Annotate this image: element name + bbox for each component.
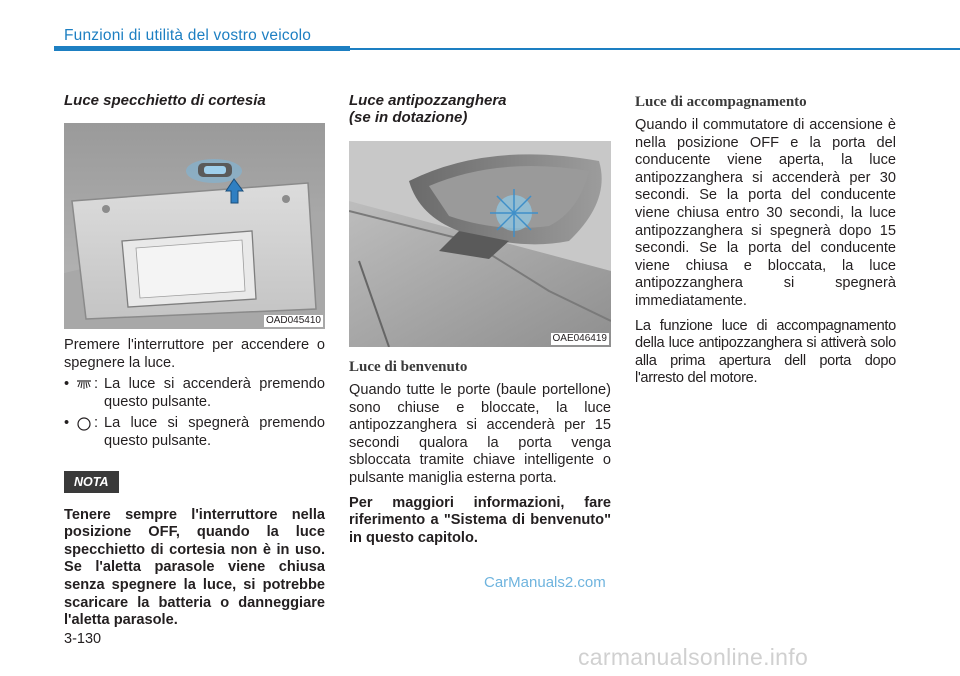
vanity-light-on-icon (74, 376, 94, 394)
header-rule (350, 48, 960, 50)
note-text: Tenere sempre l'interruttore nella posizione OFF, quando la luce specchietto di cortesia non è in uso. Se l'aletta parasole viene chiusa senza spegnere la luce, si potrebbe scaricare la batteria o danneggiare l'aletta parasole. (64, 506, 325, 629)
subheading-escort-light: Luce di accompagnamento (635, 94, 807, 110)
paragraph-welcome: Quando tutte le porte (baule portellone) sono chiuse e bloccate, la luce antipozzanghera si accenderà per 15 secondi qualora la porta venga sbloccata tramite chiave intelligente o pulsante maniglia esterna porta. (349, 382, 611, 486)
paragraph-escort: Quando il commutatore di accensione è nella posizione OFF e la porta del conducente viene aperta, la luce antipozzanghera si accenderà per 30 secondi. Se la porta del conducente viene chiusa entro 30 secondi, la luce antipozzanghera si spegnerà dopo 15 secondi. Se la porta del conducente viene chiusa e bloccata, la luce antipozzanghera si spegnerà immediatamente. (635, 117, 896, 309)
figure-side-mirror (349, 141, 611, 347)
paragraph-intro: Premere l'interruttore per accendere o spegnere la luce. (64, 337, 325, 371)
paragraph-reference: Per maggiori informazioni, fare riferimento a "Sistema di benvenuto" in questo capitolo. (349, 494, 611, 546)
watermark: CarManuals2.com (484, 574, 606, 591)
heading-vanity-light: Luce specchietto di cortesia (64, 92, 266, 109)
list-item: • : La luce si accenderà premendo questo pulsante. (64, 376, 325, 410)
column-vanity-light (64, 92, 325, 630)
bullet-text: La luce si accenderà premendo questo pulsante. (104, 376, 325, 410)
vanity-light-off-icon (74, 415, 94, 433)
site-watermark: carmanualsonline.info (578, 644, 809, 670)
paragraph-escort-function: La funzione luce di accompagnamento della luce antipozzanghera si attiverà solo alla prima apertura dell porta dopo l'arresto del motore. (635, 317, 896, 387)
subheading-welcome-light: Luce di benvenuto (349, 359, 468, 375)
header-rule-accent (54, 46, 350, 51)
column-puddle-light (349, 92, 611, 547)
bullet-text: La luce si spegnerà premendo questo pulsante. (104, 415, 325, 449)
page-number: 3-130 (64, 631, 102, 647)
list-item: • : La luce si spegnerà premendo questo pulsante. (64, 415, 325, 449)
vanity-mirror-illustration (64, 123, 325, 329)
figure-vanity-mirror (64, 123, 325, 329)
section-header: Funzioni di utilità del vostro veicolo (64, 27, 312, 44)
side-mirror-illustration (349, 141, 611, 347)
column-escort-light (635, 92, 896, 388)
note-label: NOTA (64, 471, 119, 493)
figure-code: OAD045410 (265, 315, 321, 326)
heading-puddle-light: Luce antipozzanghera (se in dotazione) (349, 92, 507, 126)
figure-code: OAE046419 (552, 333, 607, 344)
